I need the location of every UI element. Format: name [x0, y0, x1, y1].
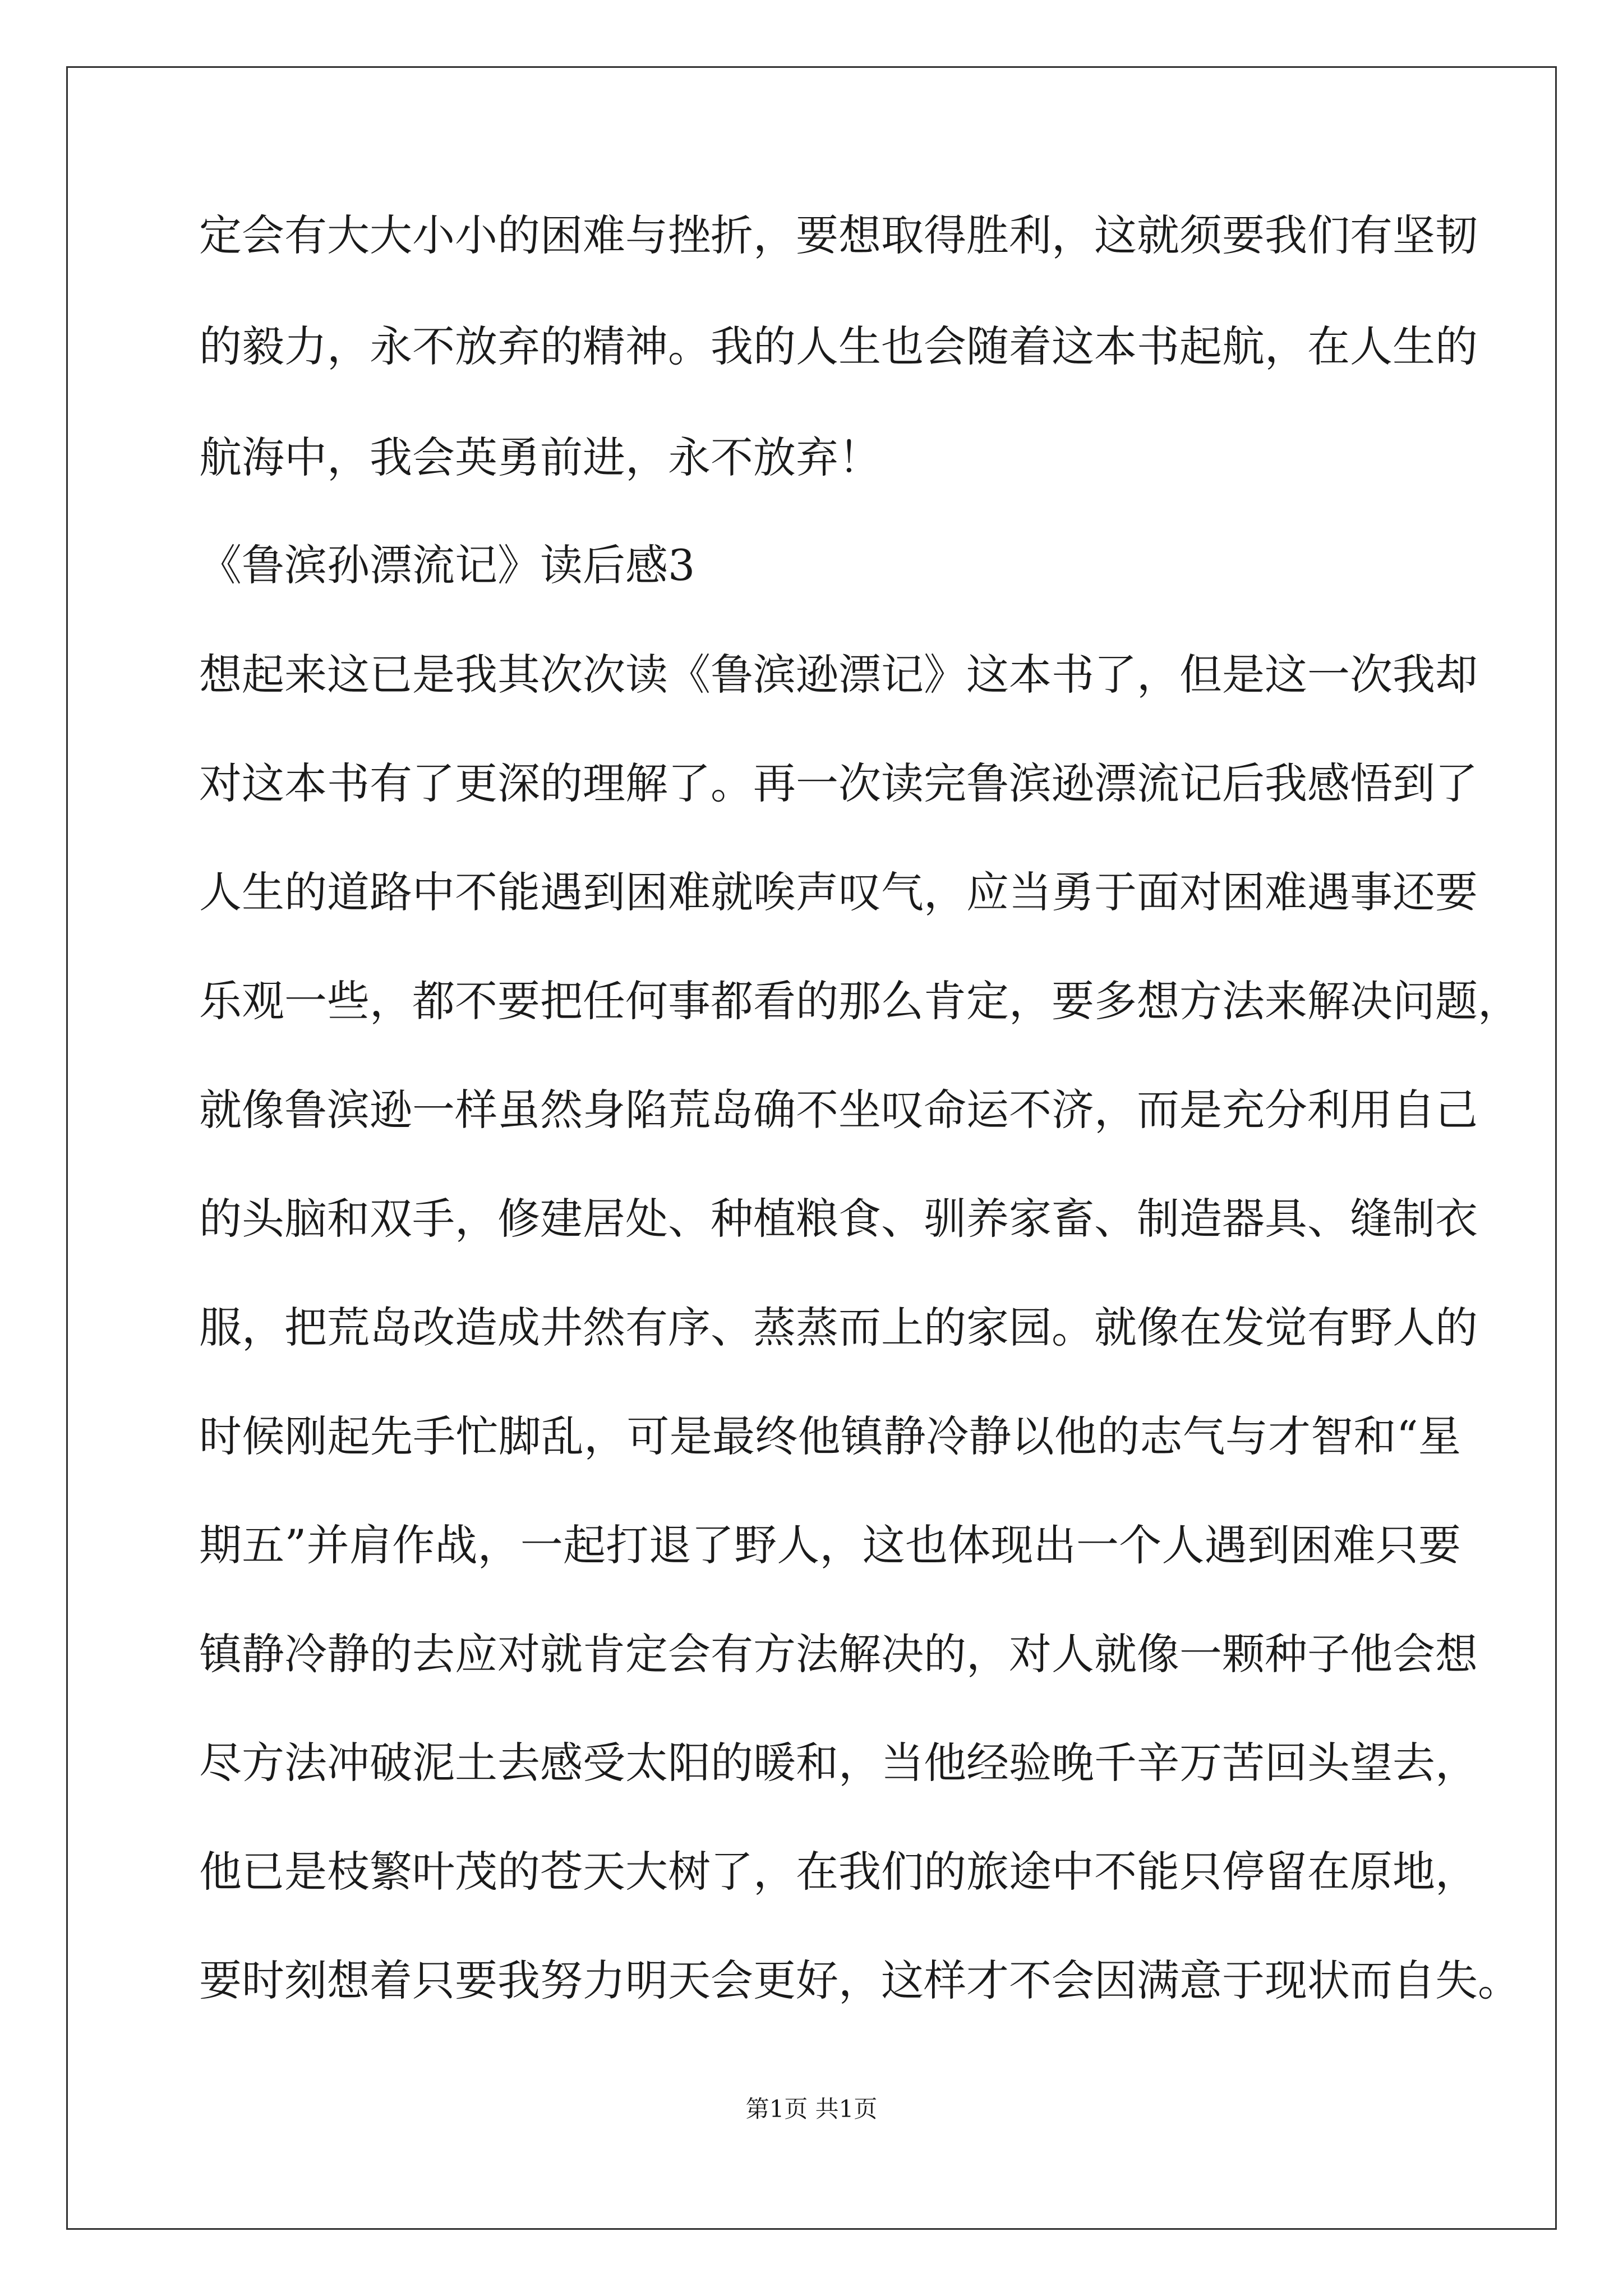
- paragraph-line: 的头脑和双手，修建居处、种植粮食、驯养家畜、制造器具、缝制衣: [199, 1194, 1478, 1244]
- paragraph-line: 就像鲁滨逊一样虽然身陷荒岛确不坐叹命运不济，而是充分利用自己: [199, 1085, 1478, 1135]
- paragraph-line: 他已是枝繁叶茂的苍天大树了，在我们的旅途中不能只停留在原地，: [199, 1847, 1478, 1897]
- paragraph-line: 尽方法冲破泥土去感受太阳的暖和，当他经验晚千辛万苦回头望去，: [199, 1738, 1478, 1788]
- paragraph-line: 期五”并肩作战，一起打退了野人，这也体现出一个人遇到困难只要: [199, 1520, 1461, 1570]
- paragraph-line: 的毅力，永不放弃的精神。我的人生也会随着这本书起航，在人生的: [199, 321, 1478, 371]
- paragraph-line: 航海中，我会英勇前进，永不放弃！: [199, 432, 881, 482]
- paragraph-line: 乐观一些，都不要把任何事都看的那么肯定，要多想方法来解决问题，: [199, 976, 1520, 1026]
- paragraph-line: 对这本书有了更深的理解了。再一次读完鲁滨逊漂流记后我感悟到了: [199, 758, 1478, 808]
- paragraph-line: 人生的道路中不能遇到困难就唉声叹气，应当勇于面对困难遇事还要: [199, 867, 1478, 917]
- paragraph-line: 时候刚起先手忙脚乱，可是最终他镇静冷静以他的志气与才智和“星: [199, 1411, 1461, 1461]
- paragraph-line: 想起来这已是我其次次读《鲁滨逊漂记》这本书了，但是这一次我却: [199, 650, 1478, 700]
- page-number-footer: 第1页 共1页: [745, 2095, 878, 2123]
- paragraph-line: 要时刻想着只要我努力明天会更好，这样才不会因满意于现状而自失。: [199, 1955, 1520, 2005]
- page-border: [66, 66, 1557, 2230]
- paragraph-line: 定会有大大小小的困难与挫折，要想取得胜利，这就须要我们有坚韧: [199, 210, 1478, 260]
- paragraph-line: 服，把荒岛改造成井然有序、蒸蒸而上的家园。就像在发觉有野人的: [199, 1303, 1478, 1352]
- paragraph-line: 镇静冷静的去应对就肯定会有方法解决的，对人就像一颗种子他会想: [199, 1629, 1478, 1679]
- section-heading: 《鲁滨孙漂流记》读后感3: [199, 540, 695, 590]
